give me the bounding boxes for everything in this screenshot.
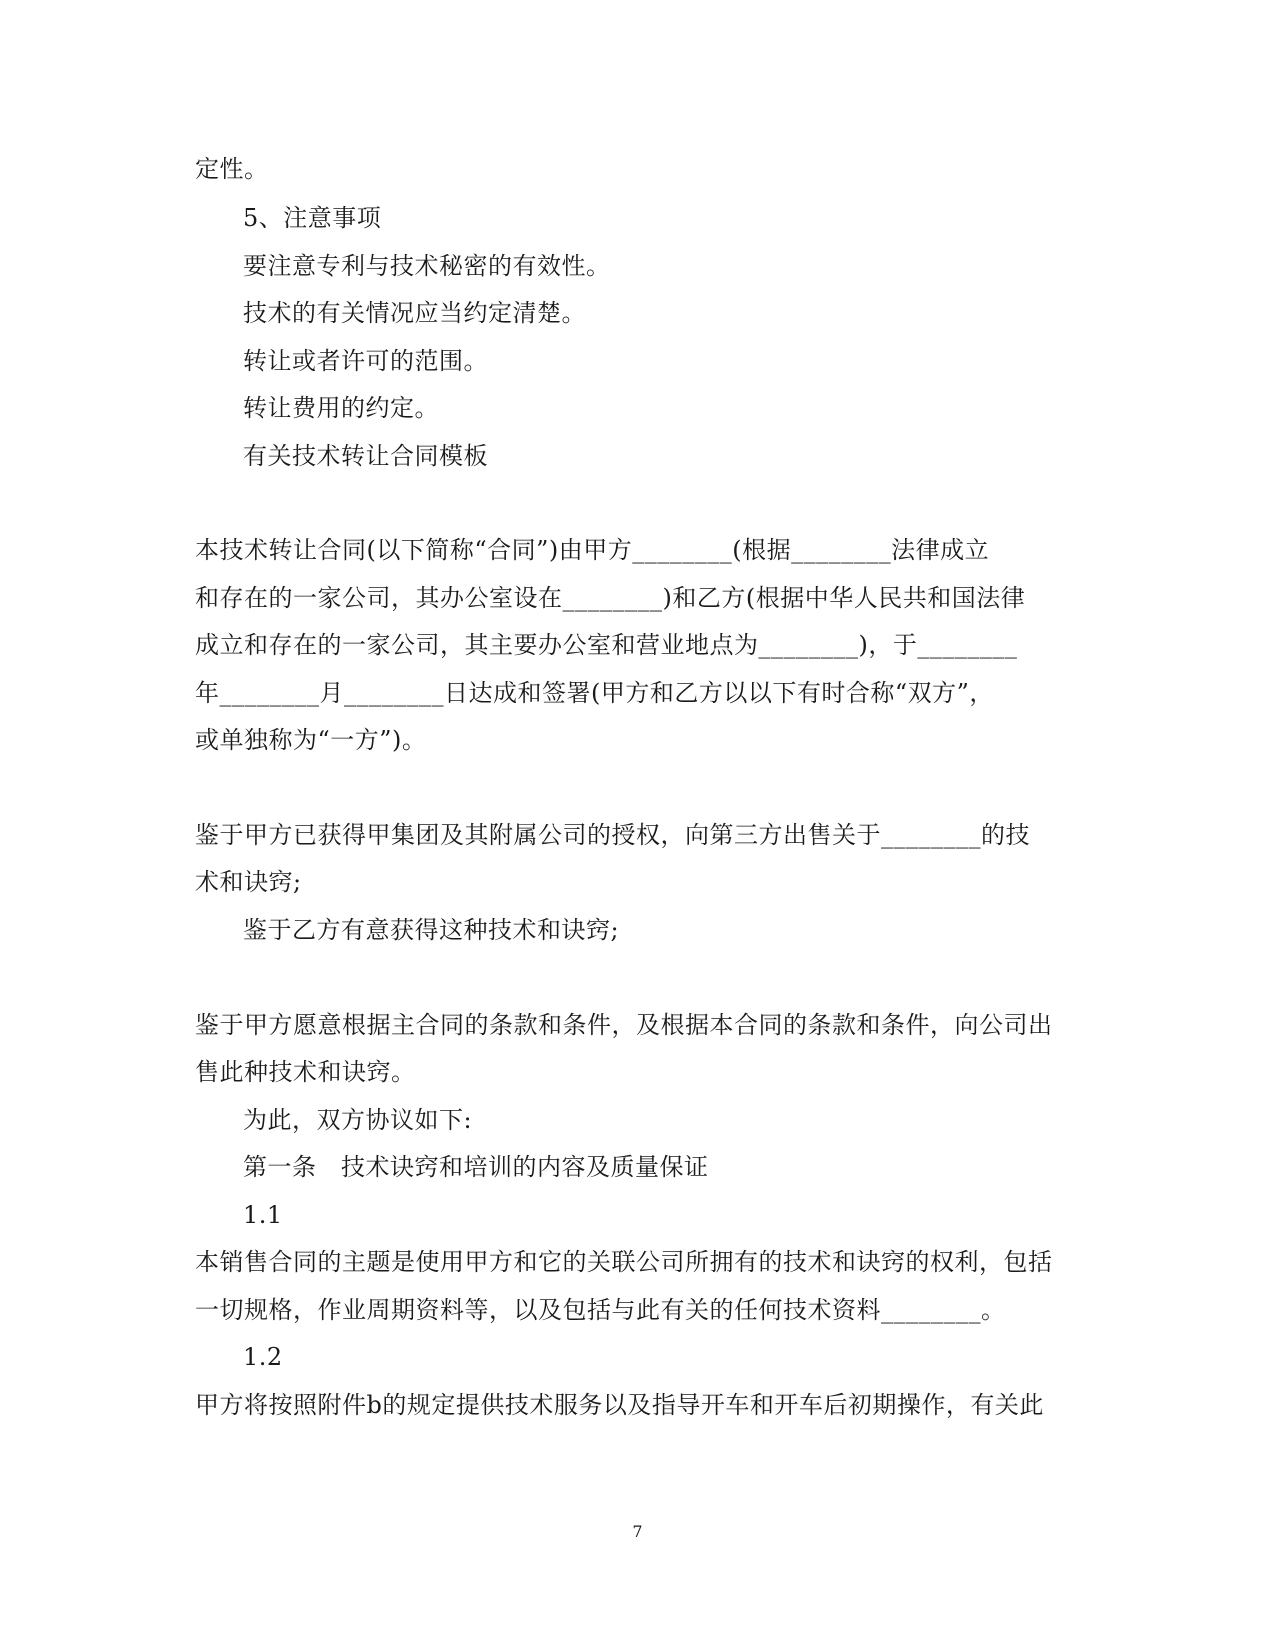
body-line: 或单独称为“一方”)。: [195, 726, 427, 754]
body-line: 和存在的一家公司，其办公室设在________)和乙方(根据中华人民共和国法律: [195, 584, 1026, 612]
clause-number: 1.2: [243, 1343, 283, 1371]
body-line: 鉴于乙方有意获得这种技术和诀窍;: [243, 916, 620, 944]
page-number: 7: [632, 1522, 643, 1541]
body-line: 技术的有关情况应当约定清楚。: [243, 299, 586, 327]
body-line: 鉴于甲方已获得甲集团及其附属公司的授权，向第三方出售关于________的技: [195, 821, 1030, 849]
body-line: 要注意专利与技术秘密的有效性。: [243, 252, 611, 280]
body-line: 成立和存在的一家公司，其主要办公室和营业地点为________)，于________: [195, 631, 1018, 659]
body-line: 本销售合同的主题是使用甲方和它的关联公司所拥有的技术和诀窍的权利，包括: [195, 1248, 1053, 1276]
section-heading: 5、注意事项: [243, 204, 382, 232]
body-line: 年________月________日达成和签署(甲方和乙方以以下有时合称“双方”，: [195, 679, 994, 707]
article-heading: 第一条 技术诀窍和培训的内容及质量保证: [243, 1153, 709, 1181]
body-line: 转让或者许可的范围。: [243, 347, 488, 375]
clause-number: 1.1: [243, 1201, 283, 1229]
body-line: 鉴于甲方愿意根据主合同的条款和条件，及根据本合同的条款和条件，向公司出: [195, 1011, 1053, 1039]
body-line: 为此，双方协议如下:: [243, 1106, 473, 1134]
body-line: 售此种技术和诀窍。: [195, 1058, 416, 1086]
body-line: 术和诀窍;: [195, 868, 302, 896]
body-line: 一切规格，作业周期资料等，以及包括与此有关的任何技术资料________。: [195, 1296, 1006, 1324]
template-title: 有关技术转让合同模板: [243, 442, 488, 470]
body-line: 转让费用的约定。: [243, 394, 439, 422]
body-line: 甲方将按照附件b的规定提供技术服务以及指导开车和开车后初期操作，有关此: [195, 1391, 1044, 1419]
body-line: 本技术转让合同(以下简称“合同”)由甲方________(根据________法律成立: [195, 536, 990, 564]
body-line: 定性。: [195, 155, 269, 183]
